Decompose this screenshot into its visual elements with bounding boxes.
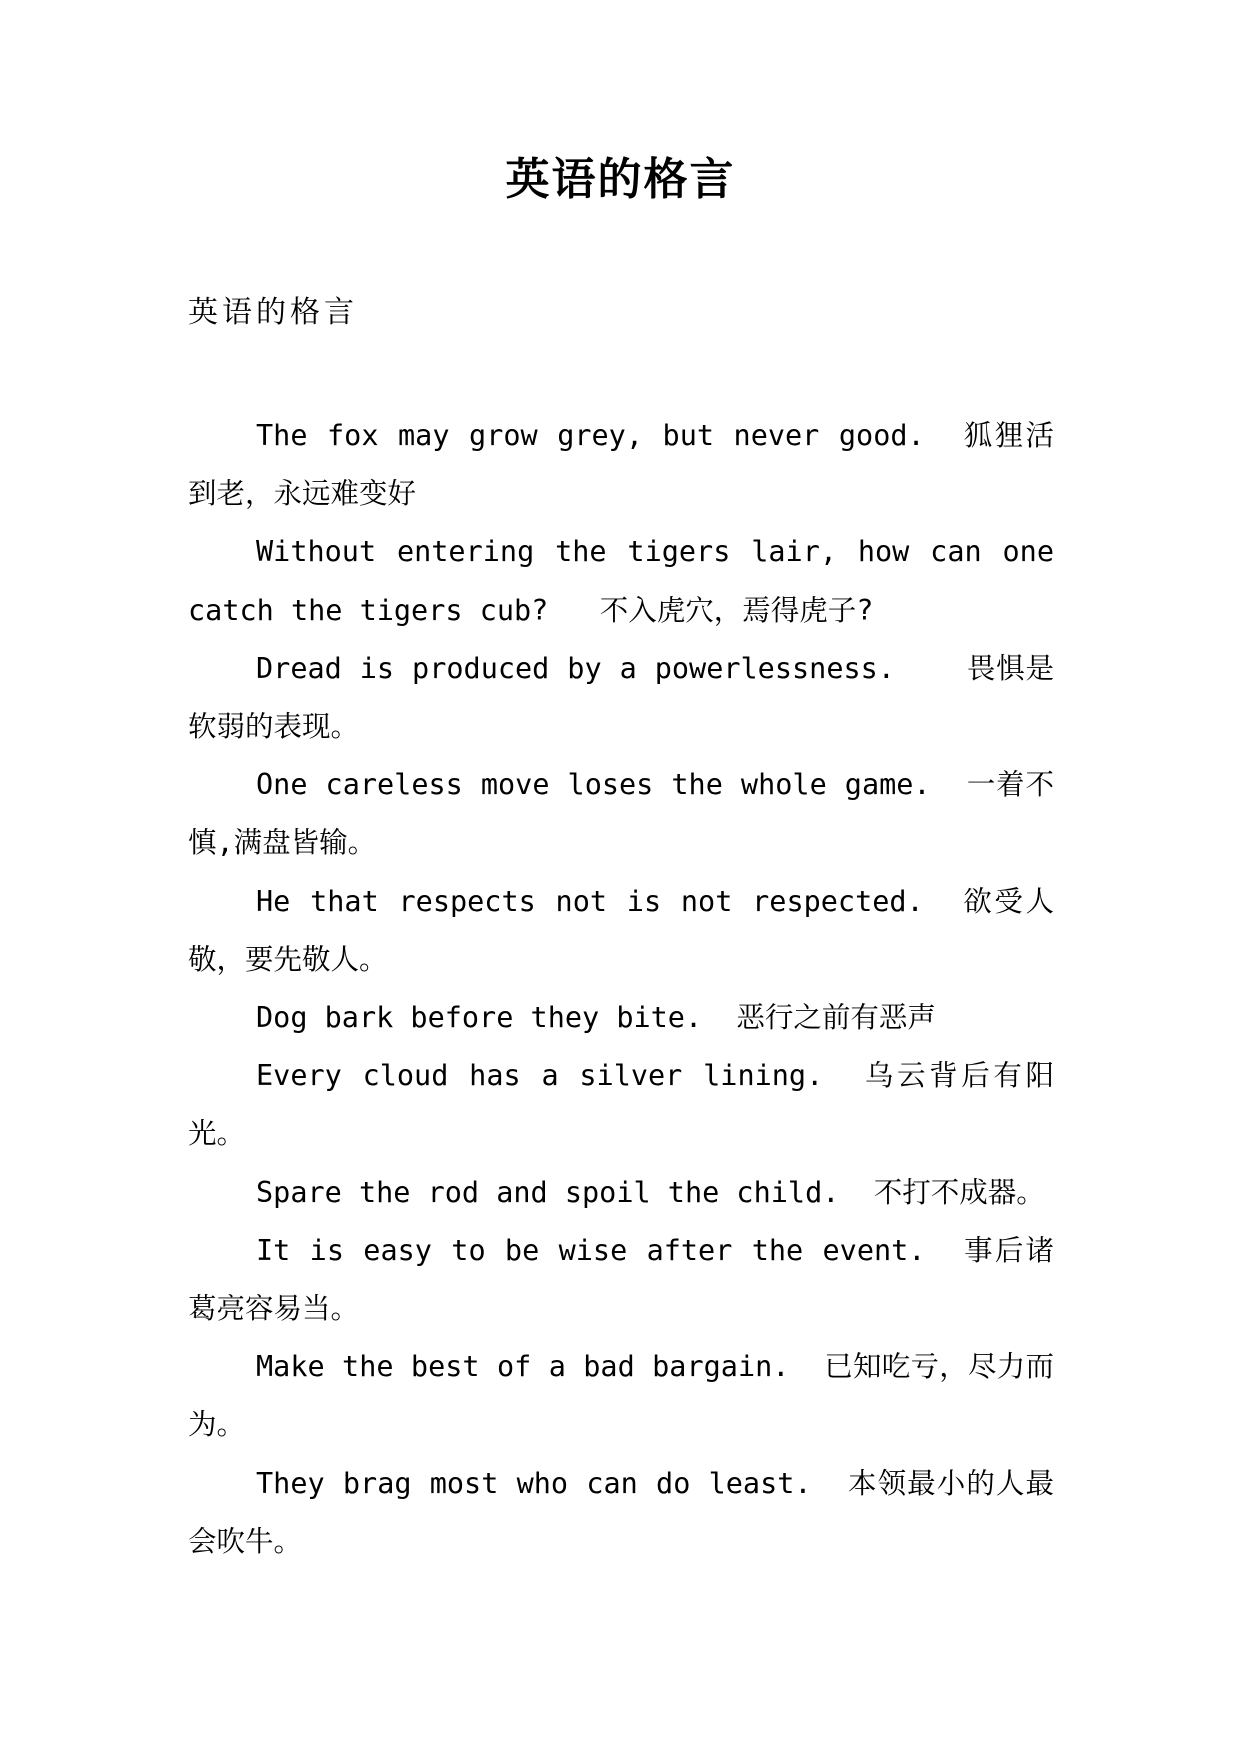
quote-paragraph: He that respects not is not respected. 欲受人敬，要先敬人。 [188, 884, 1054, 976]
quote-list [188, 407, 1072, 1571]
quote-paragraph: Make the best of a bad bargain. 已知吃亏，尽力而为。 [188, 1350, 1054, 1442]
document-subtitle: 英语的格言 [188, 295, 358, 330]
quote-paragraph: Dog bark before they bite. 恶行之前有恶声 [256, 1001, 936, 1035]
quote-paragraph: Dread is produced by a powerlessness. 畏惧是软弱的表现。 [188, 651, 1054, 744]
quote-paragraph: The fox may grow grey, but never good. 狐狸活到老，永远难变好 [188, 419, 1054, 511]
quote-paragraph: One careless move loses the whole game. 一着不慎,满盘皆输。 [188, 768, 1054, 860]
quote-paragraph: Every cloud has a silver lining. 乌云背后有阳光。 [188, 1059, 1054, 1151]
document-title: 英语的格言 [505, 154, 736, 205]
quote-paragraph: It is easy to be wise after the event. 事后诸葛亮容易当。 [188, 1233, 1054, 1326]
quote-paragraph: They brag most who can do least. 本领最小的人最会吹牛。 [188, 1466, 1054, 1558]
quote-paragraph: Without entering the tigers lair, how can one catch the tigers cub? 不入虎穴，焉得虎子? [188, 535, 1072, 627]
quote-paragraph: Spare the rod and spoil the child. 不打不成器。 [256, 1175, 1045, 1209]
